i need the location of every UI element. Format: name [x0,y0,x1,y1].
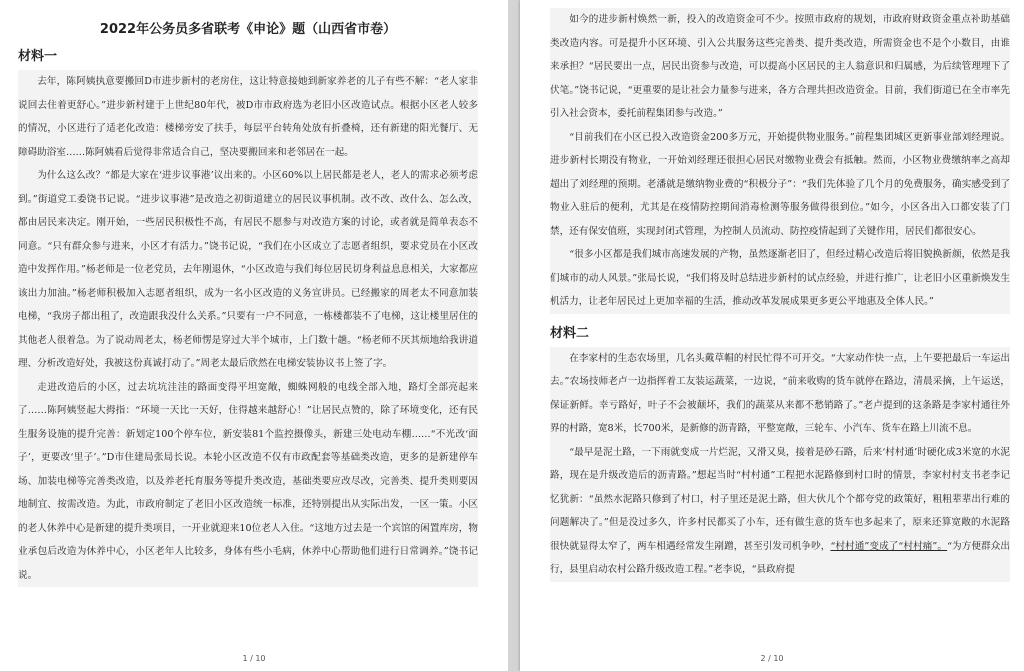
pdf-page-1 [0,0,508,671]
page-number-footer: 2 / 10 [760,654,784,663]
section-heading-material-2: 材料二 [550,325,590,341]
page-1-content [18,18,478,587]
pdf-page-2 [520,0,1024,671]
section-heading-material-1: 材料一 [18,49,58,64]
page-gutter [508,0,520,671]
page-2-content [550,8,1010,582]
underlined-phrase: “村村通”变成了“村村痛”。 [830,540,948,552]
paragraph [550,441,1010,582]
paragraph: 去年，陈阿姨执意要搬回D市进步新村的老房住，这让特意接她到新家养老的儿子有些不解：“老人家非说回去住着更舒心。”进步新村建于上世纪80年代，被D市市政府选为老旧小区改造试点。根据小区老人较多的情况，小区进行了适老化改造：楼梯旁安了扶手，每层平台转角处放有折叠椅，还有新建的阳光餐厅、无障碍助浴室……陈阿姨看后觉得非常适合自己，坚决要搬回来和老邻居在一起。 [18,70,478,164]
paragraph: 在李家村的生态农场里，几名头戴草帽的村民忙得不可开交。“大家动作快一点，上午要把最后一车运出去。”农场技师老卢一边指挥着工友装运蔬菜，一边说，“前来收购的货车就停在路边，清晨采摘，上午运送，保证新鲜。幸亏路好，叶子不会被颠坏，我们的蔬菜从来都不愁销路了。”老卢提到的这条路是李家村通往外界的村路，宽8米，长700米，是新修的沥青路，平整宽敞，三轮车、小汽车、货车在路上川流不息。 [550,347,1010,441]
paragraph: 走进改造后的小区，过去坑坑洼洼的路面变得平坦宽敞，蜘蛛网般的电线全部入地，路灯全部亮起来了……陈阿姨竖起大拇指：“环境一天比一天好，住得越来越舒心！”让居民点赞的，除了环境变化，还有民生服务设施的提升完善：新划定100个停车位，新安装81个监控摄像头，新建三处电动车棚……“不光改‘面子’，更要改‘里子’。”D市住建局张局长说。本轮小区改造不仅有市政配套等基础类改造，更多的是新建停车场、加装电梯等完善类改造，以及养老托育服务等提升类改造，基础类要应改尽改，完善类、提升类则要因地制宜、按需改造。为此，市政府制定了老旧小区改造统一标准，还特别提出从实际出发，一区一策。小区的老人休养中心是新建的提升类项目，一开业就迎来10位老人入住。“这地方过去是一个宾馆的闲置库房，物业承包后改造为休养中心，小区老年人比较多，身体有些小毛病，休养中心帮助他们进行日常调养。”饶书记说。 [18,376,478,588]
paragraph: “很多小区都是我们城市高速发展的产物，虽然逐渐老旧了，但经过精心改造后将旧貌换新颜，依然是我们城市的动人风景。”张局长说，“我们将及时总结进步新村的试点经验，并进行推广，让老旧小区重新焕发生机活力，让老年居民过上更加幸福的生活，推动改革发展成果更多更公平地惠及全体人民。” [550,243,1010,314]
paragraph: 如今的进步新村焕然一新，投入的改造资金可不少。按照市政府的规划，市政府财政资金重点补助基础类改造内容。可是提升小区环境、引入公共服务这些完善类、提升类改造，所需资金也不是个小数目，由谁来承担？“居民要出一点，居民出资参与改造，可以提高小区居民的主人翁意识和归属感，为后续管理埋下了伏笔。”饶书记说，“更重要的是让社会力量参与进来，各方合理共担改造资金。目前，我们街道已在全市率先引入社会资本，委托前程集团参与改造。” [550,8,1010,126]
paragraph: 为什么这么改？“都是大家在‘进步议事港’议出来的。小区60%以上居民都是老人，老人的需求必须考虑到。”街道党工委饶书记说。“进步议事港”是改造之初街道建立的居民议事机制。改不改、改什么、怎么改，都由居民来决定。刚开始，一些居民积极性不高，有居民不愿参与对改造方案的讨论，或者就是简单表态不同意。“只有群众参与进来，小区才有活力。”饶书记说，“我们在小区成立了志愿者组织，要求党员在小区改造中发挥作用。”杨老师是一位老党员，去年刚退休，“小区改造与我们每位居民切身利益息息相关，大家都应该出力加油。”杨老师积极加入志愿者组织，成为一名小区改造的义务宣讲员。已经搬家的周老太不同意加装电梯，“我房子都出租了，改造跟我没什么关系。”只要有一户不同意，一栋楼都装不了电梯，这让楼里居住的其他老人很着急。为了说动周老太，杨老师愣是穿过大半个城市，上门数十趟。“杨老师不厌其烦地给我讲道理、分析改造好处，我被这份真诚打动了。”周老太最后欣然在电梯安装协议书上签了字。 [18,164,478,376]
paragraph-text: “为方便群众出行，县里启动农村公路升级改造工程。”老李说，“县政府提 [550,540,1011,575]
paragraph-text: “最早是泥土路，一下雨就变成一片烂泥，又滑又臭，接着是砂石路，后来‘村村通’时硬化成3米宽的水泥路，现在是升级改造后的沥青路。”想起当时“村村通”工程把水泥路修到村口时的情景，李家村村支书老李记忆犹新：“虽然水泥路只修到了村口，村子里还是泥土路，但大伙儿个个都夸党的政策好，粗粗辈辈出行难的问题解决了。”但是没过多久，许多村民都买了小车，还有做生意的货车也多起来了，原来还算宽敞的水泥路很快就显得太窄了，两车相遇经常发生剐蹭，甚至引发司机争吵， [550,446,1010,552]
document-title: 2022年公务员多省联考《申论》题（山西省市卷） [99,22,397,37]
paragraph: “目前我们在小区已投入改造资金200多万元，开始提供物业服务。”前程集团城区更新事业部刘经理说。进步新村长期没有物业，一开始刘经理还很担心居民对缴物业费会有抵触。然而，小区物业费缴纳率之高却超出了刘经理的预期。老潘就是缴纳物业费的“积极分子”：“我们先体验了几个月的免费服务，确实感受到了物业入驻后的便利，尤其是在疫情防控期间消毒检测等服务做得很到位。”如今，小区各出入口都安装了门禁，还有保安值班，实现封闭式管理，为控制人员流动、防控疫情起到了关键作用，居民们都很安心。 [550,126,1010,244]
page-number-footer: 1 / 10 [242,654,266,663]
